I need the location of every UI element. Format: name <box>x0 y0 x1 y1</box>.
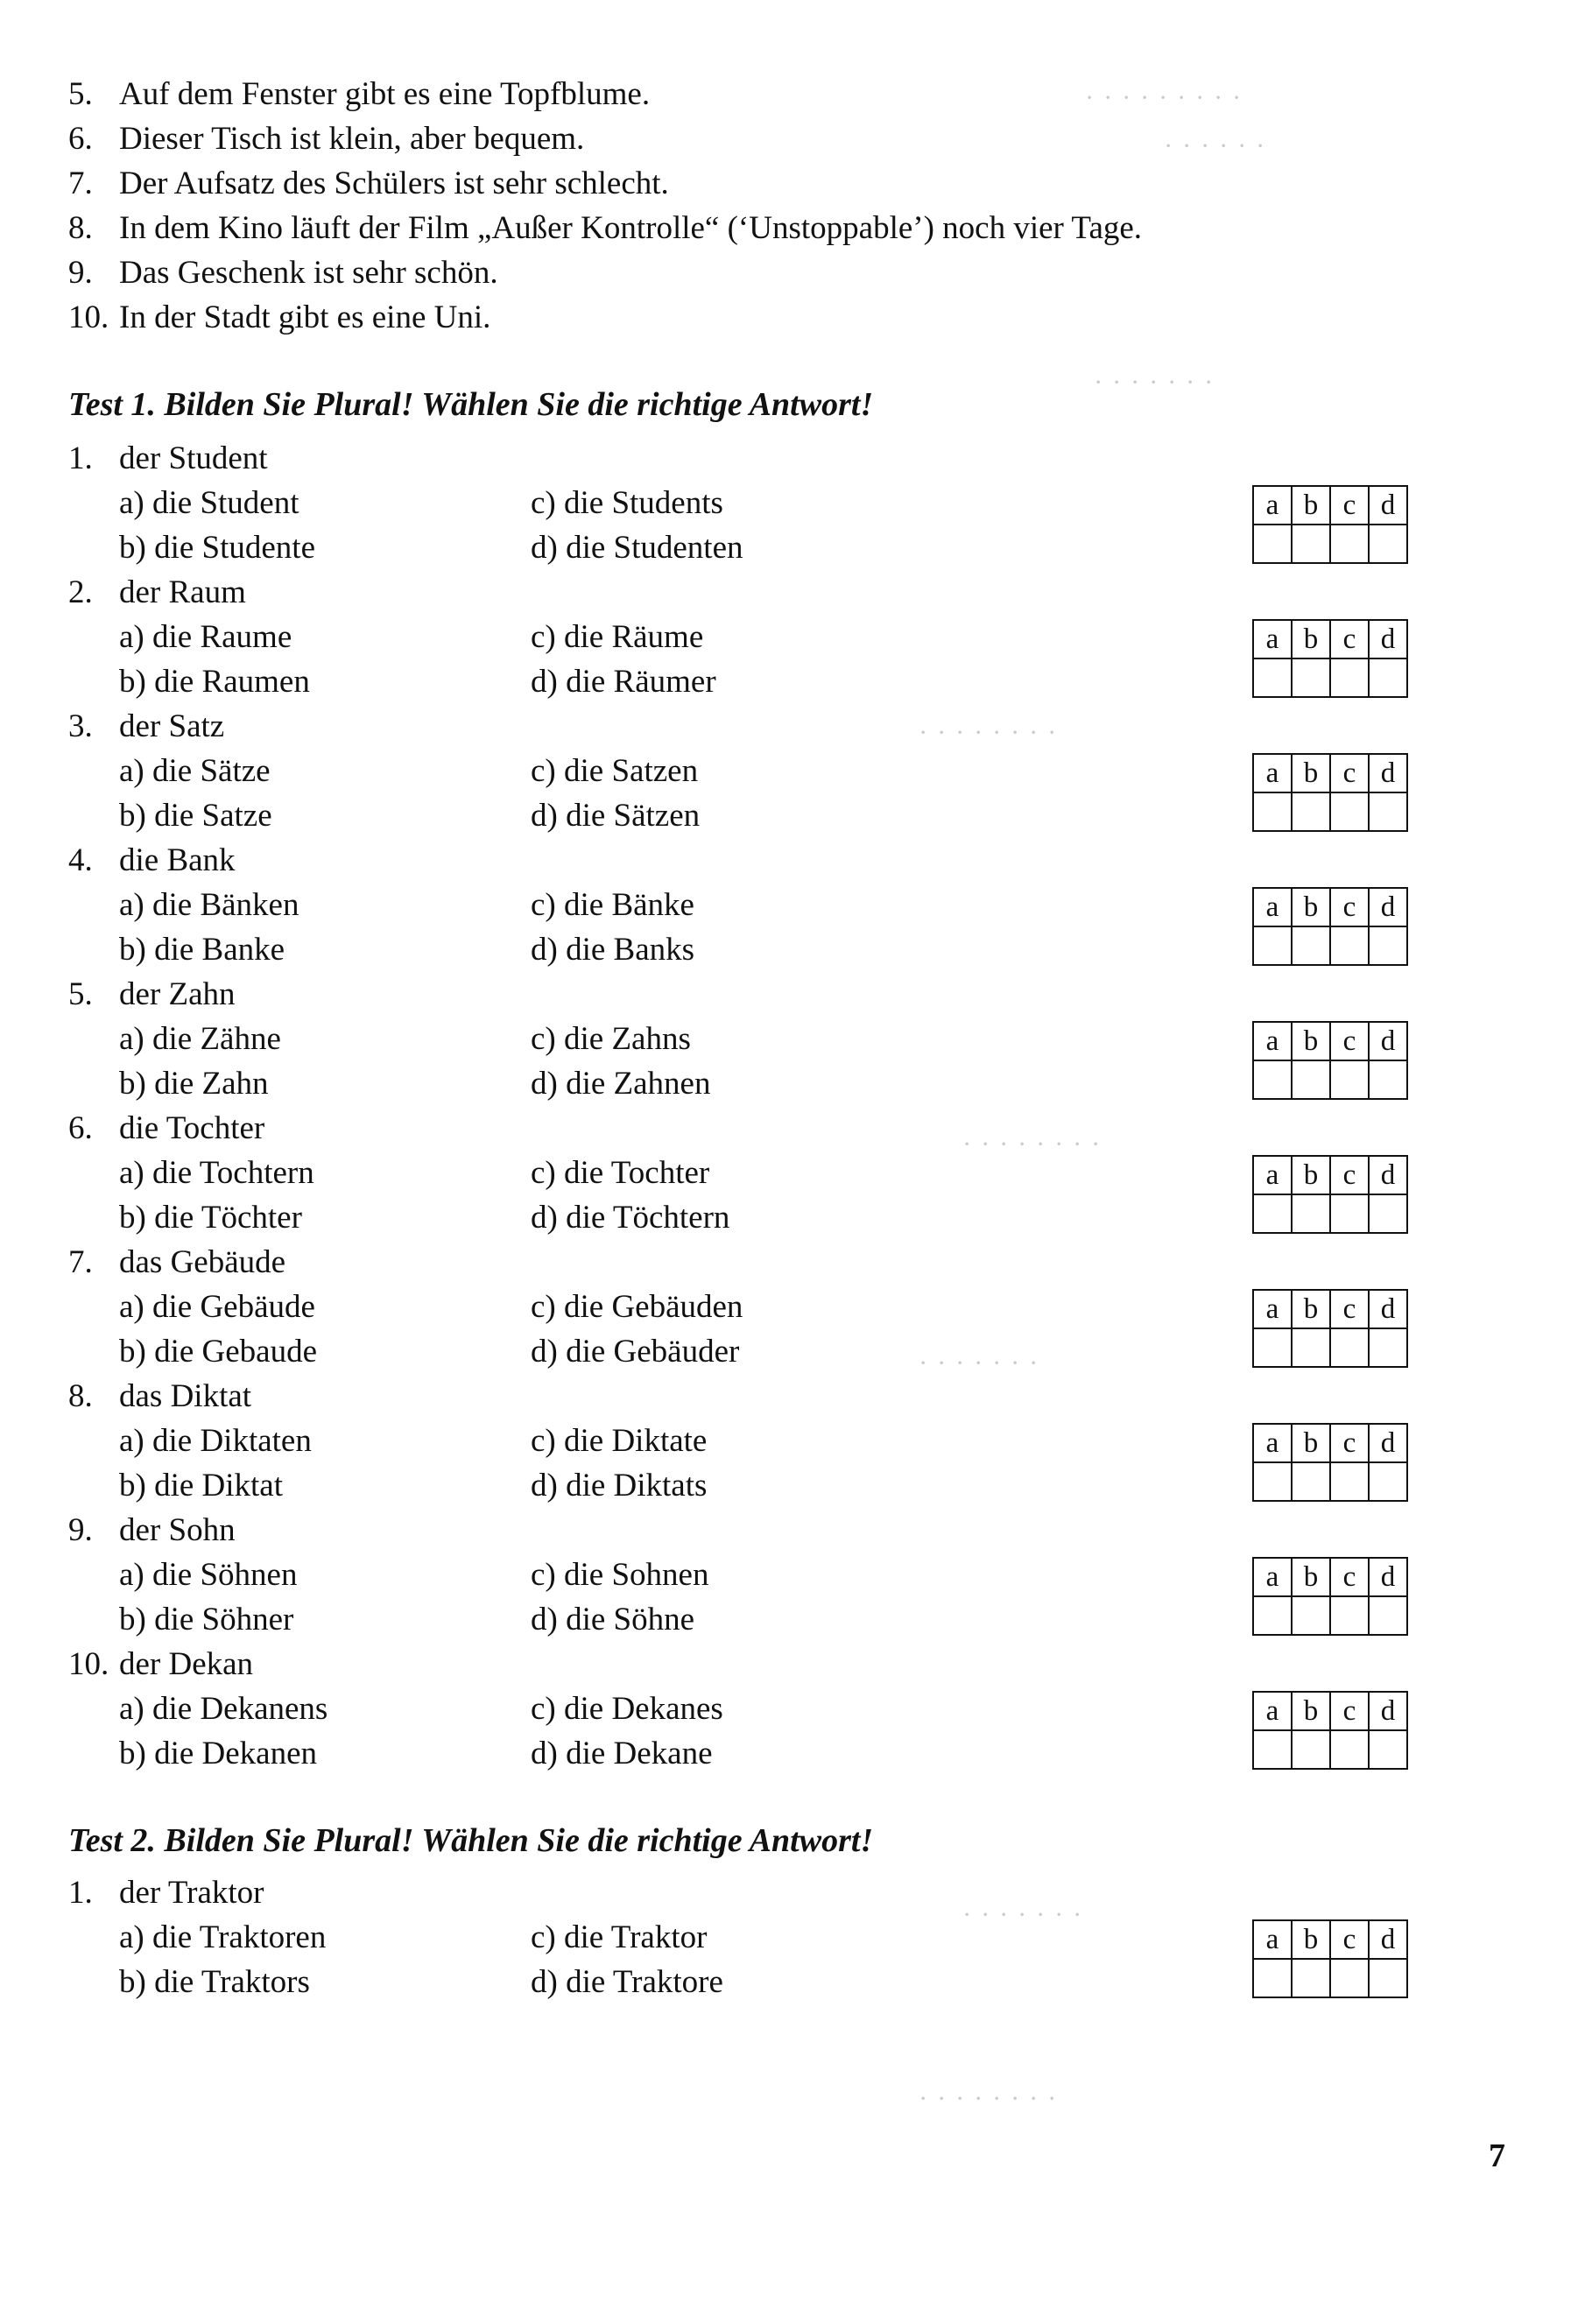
answer-box[interactable] <box>1369 1596 1407 1635</box>
option-row <box>68 749 1434 793</box>
answer-box[interactable] <box>1369 1959 1407 1997</box>
answer-box[interactable] <box>1330 525 1369 563</box>
singular-word: der Dekan <box>119 1646 254 1682</box>
option-row <box>68 1061 1434 1106</box>
grid-letter: a <box>1253 1156 1292 1194</box>
question-word <box>68 1508 1434 1553</box>
grid-letter: d <box>1369 1156 1407 1194</box>
answer-box[interactable] <box>1330 1194 1369 1233</box>
option-row <box>68 1017 1434 1061</box>
answer-box[interactable] <box>1292 1462 1330 1501</box>
answer-grid <box>1252 887 1408 966</box>
option-row <box>68 883 1434 927</box>
option-d[interactable]: d) die Studenten <box>531 530 743 566</box>
option-row <box>68 659 1434 704</box>
option-d[interactable]: d) die Zahnen <box>531 1066 711 1102</box>
option-c[interactable]: c) die Gebäuden <box>531 1289 743 1325</box>
answer-box[interactable] <box>1292 926 1330 965</box>
option-b[interactable]: b) die Satze <box>119 798 272 834</box>
grid-letter: b <box>1292 1692 1330 1730</box>
option-d[interactable]: d) die Sätzen <box>531 798 701 834</box>
option-row <box>68 1960 1434 2004</box>
answer-box[interactable] <box>1369 1060 1407 1099</box>
grid-letter: c <box>1330 1022 1369 1060</box>
question-word <box>68 838 1434 883</box>
answer-box[interactable] <box>1369 792 1407 831</box>
option-c[interactable]: c) die Students <box>531 485 723 521</box>
answer-box[interactable] <box>1253 1194 1292 1233</box>
answer-box[interactable] <box>1253 1060 1292 1099</box>
question-word <box>68 1870 1434 1915</box>
sentence-text: Das Geschenk ist sehr schön. <box>119 255 498 291</box>
test2-heading: Test 2. Bilden Sie Plural! Wählen Sie die richtige Antwort! <box>68 1822 874 1859</box>
answer-box[interactable] <box>1292 658 1330 697</box>
option-d[interactable]: d) die Töchtern <box>531 1200 730 1236</box>
question-number: 10. <box>68 1646 109 1682</box>
question-block <box>68 1374 1434 1508</box>
option-b[interactable]: b) die Banke <box>119 932 285 968</box>
grid-letter: d <box>1369 1290 1407 1328</box>
grid-letter: d <box>1369 486 1407 525</box>
question-block <box>68 436 1434 570</box>
answer-box[interactable] <box>1330 1462 1369 1501</box>
option-row <box>68 1151 1434 1195</box>
grid-letter: d <box>1369 1558 1407 1596</box>
answer-box[interactable] <box>1292 1060 1330 1099</box>
answer-box[interactable] <box>1253 1730 1292 1769</box>
answer-box[interactable] <box>1253 926 1292 965</box>
grid-letter: a <box>1253 1424 1292 1462</box>
option-row <box>68 927 1434 972</box>
grid-letter: a <box>1253 888 1292 926</box>
option-c[interactable]: c) die Bänke <box>531 887 694 923</box>
answer-box[interactable] <box>1292 525 1330 563</box>
grid-letter: d <box>1369 888 1407 926</box>
option-c[interactable]: c) die Zahns <box>531 1021 691 1057</box>
option-d[interactable]: d) die Räumer <box>531 664 716 700</box>
bleed-through-text: · · · · · · · · <box>919 2084 1058 2113</box>
question-block <box>68 1870 1434 2004</box>
option-row <box>68 1329 1434 1374</box>
grid-letter: a <box>1253 1022 1292 1060</box>
answer-box[interactable] <box>1253 792 1292 831</box>
question-number: 2. <box>68 574 93 610</box>
answer-box[interactable] <box>1330 1959 1369 1997</box>
answer-box[interactable] <box>1253 1462 1292 1501</box>
answer-grid <box>1252 1289 1408 1368</box>
grid-letter: c <box>1330 1290 1369 1328</box>
grid-letter: d <box>1369 620 1407 658</box>
question-number: 1. <box>68 440 93 476</box>
bleed-through-text: · · · · · · · <box>963 1900 1083 1929</box>
grid-letter: c <box>1330 1424 1369 1462</box>
singular-word: der Zahn <box>119 976 236 1012</box>
option-a[interactable]: a) die Bänken <box>119 887 299 923</box>
intro-line <box>68 250 1382 295</box>
answer-grid <box>1252 1423 1408 1502</box>
grid-letter: a <box>1253 620 1292 658</box>
grid-letter: b <box>1292 620 1330 658</box>
question-block <box>68 838 1434 972</box>
answer-grid <box>1252 1557 1408 1636</box>
grid-letter: b <box>1292 1290 1330 1328</box>
answer-grid <box>1252 1155 1408 1234</box>
option-b[interactable]: b) die Söhner <box>119 1602 294 1637</box>
option-a[interactable]: a) die Student <box>119 485 299 521</box>
option-d[interactable]: d) die Traktore <box>531 1964 723 2000</box>
question-number: 9. <box>68 1512 93 1548</box>
singular-word: der Student <box>119 440 268 476</box>
answer-grid <box>1252 1021 1408 1100</box>
grid-letter: d <box>1369 754 1407 792</box>
option-a[interactable]: a) die Raume <box>119 619 292 655</box>
answer-box[interactable] <box>1369 1462 1407 1501</box>
option-a[interactable]: a) die Gebäude <box>119 1289 315 1325</box>
option-d[interactable]: d) die Söhne <box>531 1602 695 1637</box>
answer-box[interactable] <box>1253 1959 1292 1997</box>
grid-letter: a <box>1253 1920 1292 1959</box>
question-word <box>68 570 1434 615</box>
option-b[interactable]: b) die Traktors <box>119 1964 310 2000</box>
question-number: 3. <box>68 708 93 744</box>
option-b[interactable]: b) die Diktat <box>119 1468 284 1504</box>
option-b[interactable]: b) die Studente <box>119 530 316 566</box>
option-b[interactable]: b) die Töchter <box>119 1200 302 1236</box>
answer-box[interactable] <box>1253 525 1292 563</box>
option-d[interactable]: d) die Diktats <box>531 1468 708 1504</box>
option-b[interactable]: b) die Dekanen <box>119 1736 318 1771</box>
page-number: 7 <box>1489 2137 1505 2174</box>
option-row <box>68 1553 1434 1597</box>
singular-word: das Diktat <box>119 1378 252 1414</box>
question-number: 5. <box>68 976 93 1012</box>
question-number: 1. <box>68 1875 93 1911</box>
option-row <box>68 481 1434 525</box>
question-block <box>68 1106 1434 1240</box>
grid-letter: d <box>1369 1424 1407 1462</box>
grid-letter: b <box>1292 888 1330 926</box>
item-number: 10. <box>68 299 109 335</box>
question-word <box>68 1642 1434 1687</box>
item-number: 6. <box>68 121 93 157</box>
sentence-text: In dem Kino läuft der Film „Außer Kontrolle“ (‘Unstoppable’) noch vier Tage. <box>119 210 1143 246</box>
answer-box[interactable] <box>1330 1060 1369 1099</box>
option-c[interactable]: c) die Räume <box>531 619 704 655</box>
grid-letter: d <box>1369 1920 1407 1959</box>
singular-word: die Tochter <box>119 1110 265 1146</box>
answer-box[interactable] <box>1292 1730 1330 1769</box>
option-row <box>68 1285 1434 1329</box>
option-a[interactable]: a) die Tochtern <box>119 1155 314 1191</box>
option-row <box>68 1195 1434 1240</box>
singular-word: der Sohn <box>119 1512 236 1548</box>
item-number: 7. <box>68 165 93 201</box>
option-c[interactable]: c) die Sohnen <box>531 1557 709 1593</box>
option-row <box>68 1915 1434 1960</box>
test1-heading: Test 1. Bilden Sie Plural! Wählen Sie die richtige Antwort! <box>68 386 874 423</box>
grid-letter: c <box>1330 620 1369 658</box>
answer-box[interactable] <box>1369 1328 1407 1367</box>
grid-letter: c <box>1330 1692 1369 1730</box>
answer-grid <box>1252 753 1408 832</box>
question-word <box>68 972 1434 1017</box>
item-number: 9. <box>68 255 93 291</box>
bleed-through-text: · · · · · · · <box>919 1349 1039 1377</box>
option-a[interactable]: a) die Dekanens <box>119 1691 328 1727</box>
question-number: 7. <box>68 1244 93 1280</box>
sentence-text: Auf dem Fenster gibt es eine Topfblume. <box>119 76 651 112</box>
grid-letter: a <box>1253 1558 1292 1596</box>
bleed-through-text: · · · · · · · · <box>963 1130 1102 1158</box>
option-a[interactable]: a) die Traktoren <box>119 1919 327 1955</box>
option-row <box>68 1419 1434 1463</box>
grid-letter: b <box>1292 1156 1330 1194</box>
question-block <box>68 1508 1434 1642</box>
singular-word: der Traktor <box>119 1875 264 1911</box>
question-word <box>68 704 1434 749</box>
grid-letter: c <box>1330 1920 1369 1959</box>
option-d[interactable]: d) die Banks <box>531 932 695 968</box>
grid-letter: b <box>1292 486 1330 525</box>
bleed-through-text: · · · · · · · · · <box>1086 83 1243 112</box>
question-number: 8. <box>68 1378 93 1414</box>
bleed-through-text: · · · · · · <box>1165 131 1266 160</box>
option-d[interactable]: d) die Dekane <box>531 1736 713 1771</box>
answer-box[interactable] <box>1330 926 1369 965</box>
intro-line <box>68 295 1382 340</box>
option-a[interactable]: a) die Diktaten <box>119 1423 312 1459</box>
question-word <box>68 436 1434 481</box>
answer-grid <box>1252 1691 1408 1770</box>
grid-letter: a <box>1253 1692 1292 1730</box>
intro-sentences <box>68 72 1382 340</box>
item-number: 8. <box>68 210 93 246</box>
option-row <box>68 1597 1434 1642</box>
grid-letter: b <box>1292 1920 1330 1959</box>
answer-box[interactable] <box>1330 1596 1369 1635</box>
grid-letter: c <box>1330 1558 1369 1596</box>
item-number: 5. <box>68 76 93 112</box>
grid-letter: d <box>1369 1692 1407 1730</box>
option-a[interactable]: a) die Zähne <box>119 1021 281 1057</box>
question-number: 6. <box>68 1110 93 1146</box>
answer-box[interactable] <box>1253 1596 1292 1635</box>
option-c[interactable]: c) die Tochter <box>531 1155 710 1191</box>
grid-letter: a <box>1253 1290 1292 1328</box>
singular-word: der Raum <box>119 574 246 610</box>
option-row <box>68 615 1434 659</box>
intro-line <box>68 206 1382 250</box>
option-row <box>68 1731 1434 1776</box>
option-b[interactable]: b) die Zahn <box>119 1066 269 1102</box>
option-a[interactable]: a) die Söhnen <box>119 1557 298 1593</box>
answer-box[interactable] <box>1369 658 1407 697</box>
answer-grid <box>1252 1919 1408 1998</box>
grid-letter: d <box>1369 1022 1407 1060</box>
option-c[interactable]: c) die Diktate <box>531 1423 708 1459</box>
answer-box[interactable] <box>1253 658 1292 697</box>
sentence-text: Der Aufsatz des Schülers ist sehr schlecht. <box>119 165 669 201</box>
question-word <box>68 1240 1434 1285</box>
option-d[interactable]: d) die Gebäuder <box>531 1334 740 1370</box>
answer-box[interactable] <box>1292 792 1330 831</box>
grid-letter: b <box>1292 1022 1330 1060</box>
singular-word: die Bank <box>119 842 236 878</box>
grid-letter: c <box>1330 486 1369 525</box>
option-b[interactable]: b) die Raumen <box>119 664 310 700</box>
grid-letter: a <box>1253 754 1292 792</box>
question-block <box>68 1240 1434 1374</box>
answer-box[interactable] <box>1292 1328 1330 1367</box>
answer-grid <box>1252 619 1408 698</box>
intro-line <box>68 72 1382 116</box>
option-row <box>68 1463 1434 1508</box>
question-block <box>68 704 1434 838</box>
option-c[interactable]: c) die Traktor <box>531 1919 708 1955</box>
grid-letter: a <box>1253 486 1292 525</box>
answer-box[interactable] <box>1330 658 1369 697</box>
option-row <box>68 793 1434 838</box>
question-word <box>68 1106 1434 1151</box>
option-c[interactable]: c) die Satzen <box>531 753 699 789</box>
answer-box[interactable] <box>1369 525 1407 563</box>
singular-word: der Satz <box>119 708 225 744</box>
question-number: 4. <box>68 842 93 878</box>
intro-line <box>68 161 1382 206</box>
answer-box[interactable] <box>1330 792 1369 831</box>
answer-grid <box>1252 485 1408 564</box>
bleed-through-text: · · · · · · · · <box>919 718 1058 747</box>
answer-box[interactable] <box>1292 1596 1330 1635</box>
bleed-through-text: · · · · · · · <box>1095 368 1215 397</box>
grid-letter: b <box>1292 754 1330 792</box>
sentence-text: In der Stadt gibt es eine Uni. <box>119 299 491 335</box>
answer-box[interactable] <box>1292 1194 1330 1233</box>
grid-letter: b <box>1292 1424 1330 1462</box>
question-block <box>68 972 1434 1106</box>
question-word <box>68 1374 1434 1419</box>
intro-line <box>68 116 1382 161</box>
grid-letter: b <box>1292 1558 1330 1596</box>
answer-box[interactable] <box>1330 1328 1369 1367</box>
answer-box[interactable] <box>1369 1730 1407 1769</box>
option-c[interactable]: c) die Dekanes <box>531 1691 723 1727</box>
answer-box[interactable] <box>1292 1959 1330 1997</box>
option-b[interactable]: b) die Gebaude <box>119 1334 318 1370</box>
option-row <box>68 1687 1434 1731</box>
answer-box[interactable] <box>1253 1328 1292 1367</box>
singular-word: das Gebäude <box>119 1244 286 1280</box>
question-block <box>68 570 1434 704</box>
grid-letter: c <box>1330 754 1369 792</box>
answer-box[interactable] <box>1369 1194 1407 1233</box>
grid-letter: c <box>1330 888 1369 926</box>
grid-letter: c <box>1330 1156 1369 1194</box>
question-block <box>68 1642 1434 1776</box>
sentence-text: Dieser Tisch ist klein, aber bequem. <box>119 121 585 157</box>
option-row <box>68 525 1434 570</box>
option-a[interactable]: a) die Sätze <box>119 753 271 789</box>
answer-box[interactable] <box>1369 926 1407 965</box>
answer-box[interactable] <box>1330 1730 1369 1769</box>
